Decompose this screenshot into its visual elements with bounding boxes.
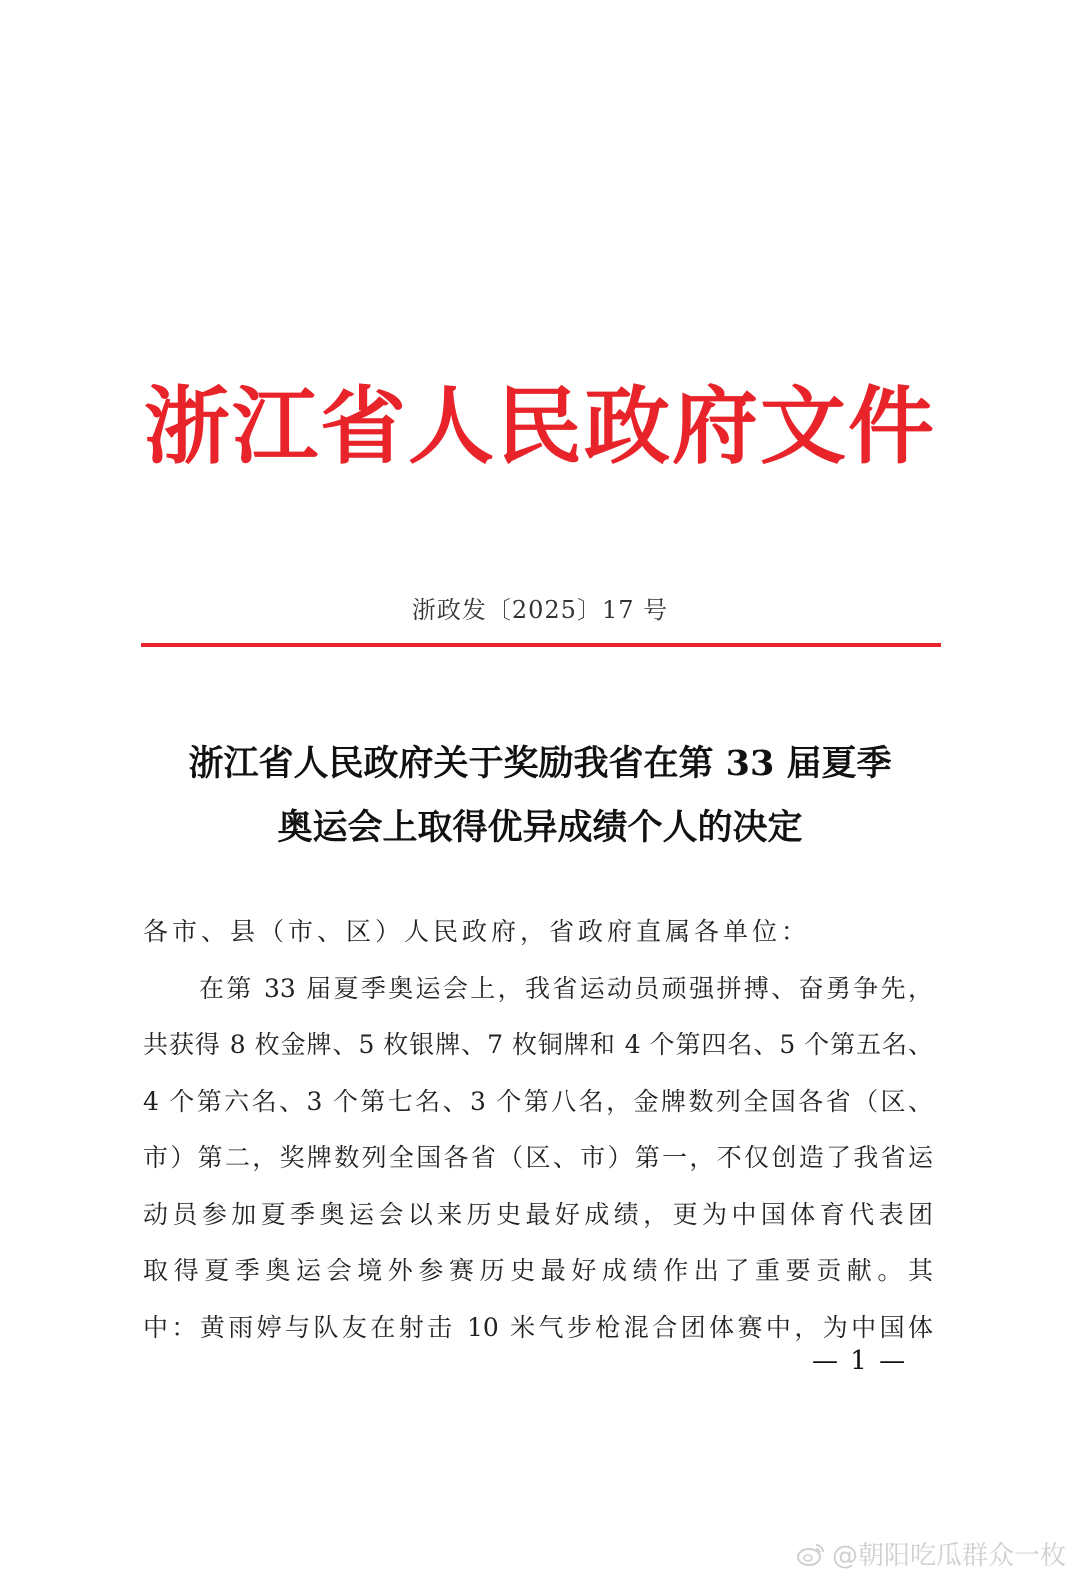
body-line: 市）第二，奖牌数列全国各省（区、市）第一，不仅创造了我省运 (143, 1143, 933, 1172)
body-line: 取得夏季奥运会境外参赛历史最好成绩作出了重要贡献。其 (143, 1256, 933, 1285)
document-body (143, 904, 933, 1356)
body-line: 动员参加夏季奥运会以来历史最好成绩，更为中国体育代表团 (143, 1199, 933, 1229)
red-separator-line (141, 643, 941, 647)
document-masthead: 浙江省人民政府文件 (144, 377, 936, 476)
watermark-text: @朝阳吃瓜群众一枚 (831, 1541, 1066, 1571)
body-line: 共获得 8 枚金牌、5 枚银牌、7 枚铜牌和 4 个第四名、5 个第五名、 (143, 1030, 933, 1059)
document-number: 浙政发〔2025〕17 号 (411, 596, 669, 624)
document-title (140, 732, 940, 860)
watermark (796, 1535, 1066, 1572)
body-line: 4 个第六名、3 个第七名、3 个第八名，金牌数列全国各省（区、 (143, 1086, 933, 1116)
page-number: — 1 — (812, 1346, 908, 1376)
document-title-line-2: 奥运会上取得优异成绩个人的决定 (277, 807, 803, 848)
salutation: 各市、县（市、区）人民政府，省政府直属各单位： (143, 917, 811, 946)
body-line: 中：黄雨婷与队友在射击 10 米气步枪混合团体赛中，为中国体 (143, 1312, 933, 1342)
weibo-logo-icon (796, 1541, 826, 1567)
document-title-line-1: 浙江省人民政府关于奖励我省在第 33 届夏季 (188, 743, 892, 784)
body-line: 在第 33 届夏季奥运会上，我省运动员顽强拼搏、奋勇争先， (199, 973, 933, 1003)
